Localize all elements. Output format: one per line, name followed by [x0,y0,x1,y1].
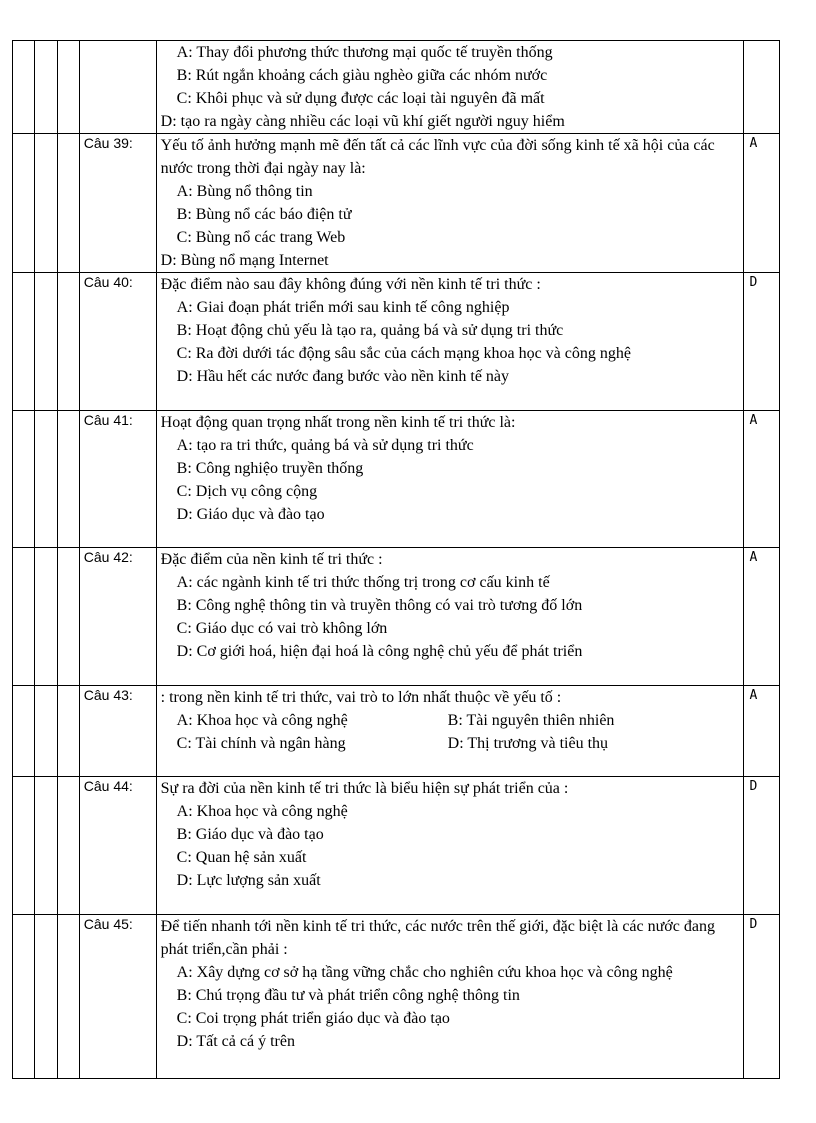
question-text: Hoạt động quan trọng nhất trong nền kinh tế tri thức là: [160,414,516,431]
option-b: B: Bùng nổ các báo điện tử [176,206,352,223]
blank-cell [57,686,79,777]
table-row [13,548,780,686]
question-text: Đặc điểm của nền kinh tế tri thức : [160,551,383,568]
blank-cell [13,777,35,915]
answer-cell: D [743,273,779,411]
question-text: Yếu tố ảnh hưởng mạnh mẽ đến tất cả các lĩnh vực của đời sống kinh tế xã hội của các nước trong thời đại ngày nay là: [160,137,715,177]
answer-cell: D [743,777,779,915]
option-a: A: các ngành kinh tế tri thức thống trị trong cơ cấu kinh tế [176,574,550,591]
answer-cell: A [743,686,779,777]
option-a: A: Khoa học và công nghệ [176,803,348,820]
blank-cell [57,41,79,134]
question-label: Câu 39: [79,134,156,273]
option-d: D: Hầu hết các nước đang bước vào nền kinh tế này [176,368,510,385]
blank-cell [35,915,57,1079]
question-text: Để tiến nhanh tới nền kinh tế tri thức, các nước trên thế giới, đặc biệt là các nước đang phát triển,cần phải : [160,918,715,958]
question-label: Câu 43: [79,686,156,777]
option-c: C: Tài chính và ngân hàng [176,735,346,752]
blank-cell [35,777,57,915]
blank-cell [13,915,35,1079]
table-row [13,134,780,273]
table-row [13,777,780,915]
table-row [13,411,780,548]
blank-cell [57,915,79,1079]
option-b: B: Hoạt động chủ yếu là tạo ra, quảng bá và sử dụng tri thức [176,322,564,339]
question-text: Đặc điểm nào sau đây không đúng với nền kinh tế tri thức : [160,276,541,293]
option-b: B: Giáo dục và đào tạo [176,826,324,843]
option-d: D: Cơ giới hoá, hiện đại hoá là công nghệ chủ yếu để phát triển [176,643,583,660]
answer-cell: A [743,134,779,273]
option-b: B: Công nghệ thông tin và truyền thông có vai trò tương đố lớn [176,597,583,614]
blank-cell [13,548,35,686]
question-label [79,41,156,134]
option-c: C: Quan hệ sản xuất [176,849,307,866]
question-text: : trong nền kinh tế tri thức, vai trò to lớn nhất thuộc về yếu tố : [160,689,562,706]
option-b: B: Chú trọng đầu tư và phát triển công nghệ thông tin [176,987,520,1004]
blank-cell [57,134,79,273]
option-c: C: Coi trọng phát triển giáo dục và đào tạo [176,1010,450,1027]
option-d: D: Tất cả cá ý trên [176,1033,295,1050]
question-cell [156,777,743,915]
question-cell [156,915,743,1079]
question-table [12,40,780,1079]
option-d: D: Lực lượng sản xuất [176,872,321,889]
option-row [161,709,739,732]
question-label: Câu 42: [79,548,156,686]
option-d: D: tạo ra ngày càng nhiều các loại vũ khí giết người nguy hiểm [160,113,565,130]
blank-cell [35,548,57,686]
option-c: C: Giáo dục có vai trò không lớn [176,620,388,637]
question-cell [156,411,743,548]
option-b: B: Tài nguyên thiên nhiên [447,712,615,729]
blank-cell [35,134,57,273]
option-d: D: Thị trương và tiêu thụ [447,735,609,752]
question-label: Câu 45: [79,915,156,1079]
blank-cell [13,686,35,777]
answer-cell: D [743,915,779,1079]
blank-cell [35,41,57,134]
option-row [161,732,739,755]
question-text: Sự ra đời của nền kinh tế tri thức là biểu hiện sự phát triển của : [160,780,569,797]
blank-cell [13,134,35,273]
question-cell [156,273,743,411]
table-row [13,686,780,777]
option-b: B: Rút ngắn khoảng cách giàu nghèo giữa các nhóm nước [176,67,548,84]
option-c: C: Bùng nổ các trang Web [176,229,346,246]
question-cell [156,41,743,134]
question-label: Câu 40: [79,273,156,411]
question-label: Câu 41: [79,411,156,548]
blank-cell [13,411,35,548]
option-a: A: Thay đổi phương thức thương mại quốc tế truyền thống [176,44,553,61]
table-row [13,41,780,134]
blank-cell [35,686,57,777]
option-a: A: Bùng nổ thông tin [176,183,313,200]
option-a: A: Khoa học và công nghệ [176,712,348,729]
answer-cell: A [743,411,779,548]
blank-cell [35,273,57,411]
table-row [13,273,780,411]
question-cell [156,548,743,686]
blank-cell [57,777,79,915]
option-a: A: Giai đoạn phát triển mới sau kinh tế công nghiệp [176,299,510,316]
option-a: A: tạo ra tri thức, quảng bá và sử dụng tri thức [176,437,474,454]
blank-cell [35,411,57,548]
question-cell [156,134,743,273]
answer-cell: A [743,548,779,686]
option-b: B: Công nghiệo truyền thống [176,460,364,477]
option-d: D: Bùng nổ mạng Internet [160,252,329,269]
question-label: Câu 44: [79,777,156,915]
table-row [13,915,780,1079]
blank-cell [57,548,79,686]
question-cell [156,686,743,777]
blank-cell [13,41,35,134]
blank-cell [57,411,79,548]
option-c: C: Ra đời dưới tác động sâu sắc của cách mạng khoa học và công nghệ [176,345,631,362]
option-c: C: Dịch vụ công cộng [176,483,318,500]
blank-cell [57,273,79,411]
option-d: D: Giáo dục và đào tạo [176,506,325,523]
option-c: C: Khôi phục và sử dụng được các loại tài nguyên đã mất [176,90,545,107]
blank-cell [13,273,35,411]
answer-cell [743,41,779,134]
option-a: A: Xây dựng cơ sở hạ tầng vững chắc cho nghiên cứu khoa học và công nghệ [176,964,673,981]
